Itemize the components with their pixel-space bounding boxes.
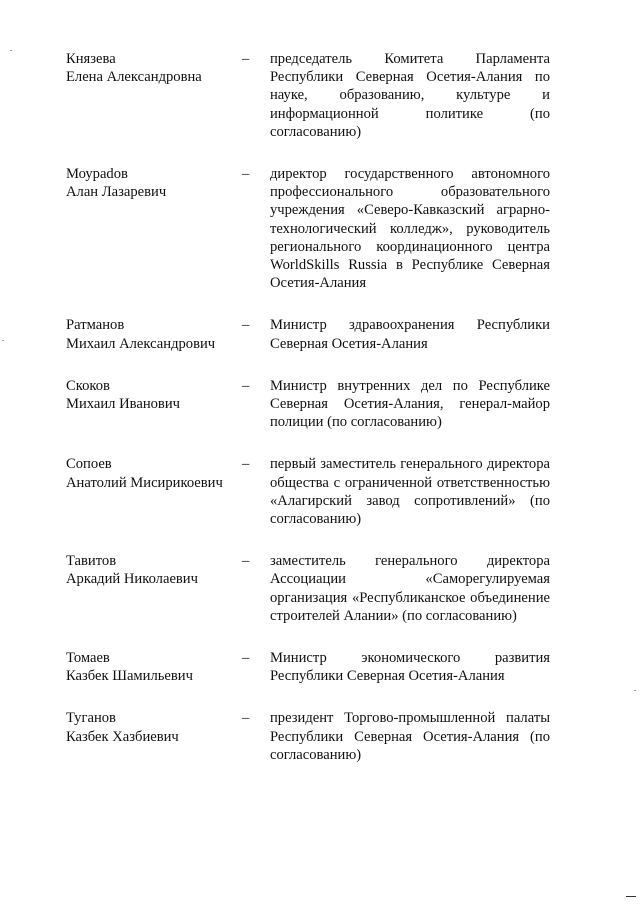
member-name [66, 455, 242, 491]
member-given-names: Анатолий Мисирикоевич [66, 474, 223, 491]
member-surname: Туганов [66, 710, 116, 727]
member-surname: Томаев [66, 650, 110, 667]
member-surname: Скоков [66, 377, 110, 394]
dash-separator: – [242, 553, 250, 570]
dash-separator: – [242, 377, 250, 394]
dash-separator: – [242, 317, 250, 334]
member-surname: Сопоев [66, 456, 112, 473]
member-given-names: Аркадий Николаевич [66, 571, 198, 588]
scan-speck [634, 690, 636, 691]
member-entry [66, 316, 550, 352]
dash-separator: – [242, 710, 250, 727]
member-given-names: Михаил Иванович [66, 396, 180, 413]
member-name [66, 165, 242, 201]
member-position: председатель Комитета Парламента Республики Северная Осетия-Алания по науке, образованию, культуре и информационной политике (по согласованию) [270, 51, 550, 140]
member-surname: Ратманов [66, 317, 125, 334]
member-entry [66, 649, 550, 685]
dash-separator: – [242, 51, 250, 67]
member-surname: Тавитов [66, 553, 117, 570]
member-position: первый заместитель генерального директора общества с ограниченной ответственностью «Алагирский завод сопротивлений» (по согласованию) [270, 456, 550, 528]
member-position: заместитель генерального директора Ассоциации «Саморегулируемая организация «Республиканское объединение строителей Алании» (по согласованию) [270, 553, 550, 624]
member-entry [66, 50, 550, 141]
member-entry [66, 165, 550, 292]
member-position: директор государственного автономного профессионального образовательного учреждения «Северо-Кавказский аграрно-технологический колледж», руководитель регионального координационного центра WorldSkills Russia в Республике Северная Осетия-Алания [270, 166, 550, 292]
member-position: Министр экономического развития Республики Северная Осетия-Алания [270, 650, 550, 685]
scan-speck [2, 340, 4, 341]
member-name [66, 709, 242, 745]
member-given-names: Казбек Хазбиевич [66, 728, 179, 745]
member-name [66, 50, 242, 86]
member-position: Министр внутренних дел по Республике Северная Осетия-Алания, генерал-майор полиции (по согласованию) [270, 377, 550, 431]
dash-separator: – [242, 456, 250, 473]
member-position: Министр здравоохранения Республики Северная Осетия-Алания [270, 317, 550, 352]
member-entry [66, 709, 550, 764]
member-given-names: Казбек Шамильевич [66, 668, 193, 685]
member-name [66, 316, 242, 352]
member-given-names: Михаил Александрович [66, 335, 216, 352]
member-name [66, 377, 242, 413]
member-surname: Князева [66, 51, 116, 67]
member-given-names: Алан Лазаревич [66, 184, 167, 201]
member-surname: Моураdов [66, 166, 128, 183]
dash-separator: – [242, 166, 250, 183]
member-position: президент Торгово-промышленной палаты Республики Северная Осетия-Алания (по согласованию) [270, 710, 550, 763]
member-list [66, 50, 550, 764]
member-entry [66, 552, 550, 625]
scan-speck [10, 50, 12, 51]
member-name [66, 552, 242, 588]
member-entry [66, 455, 550, 528]
member-name [66, 649, 242, 685]
page-edge-mark [626, 896, 636, 897]
dash-separator: – [242, 650, 250, 667]
member-entry [66, 377, 550, 432]
member-given-names: Елена Александровна [66, 69, 202, 86]
